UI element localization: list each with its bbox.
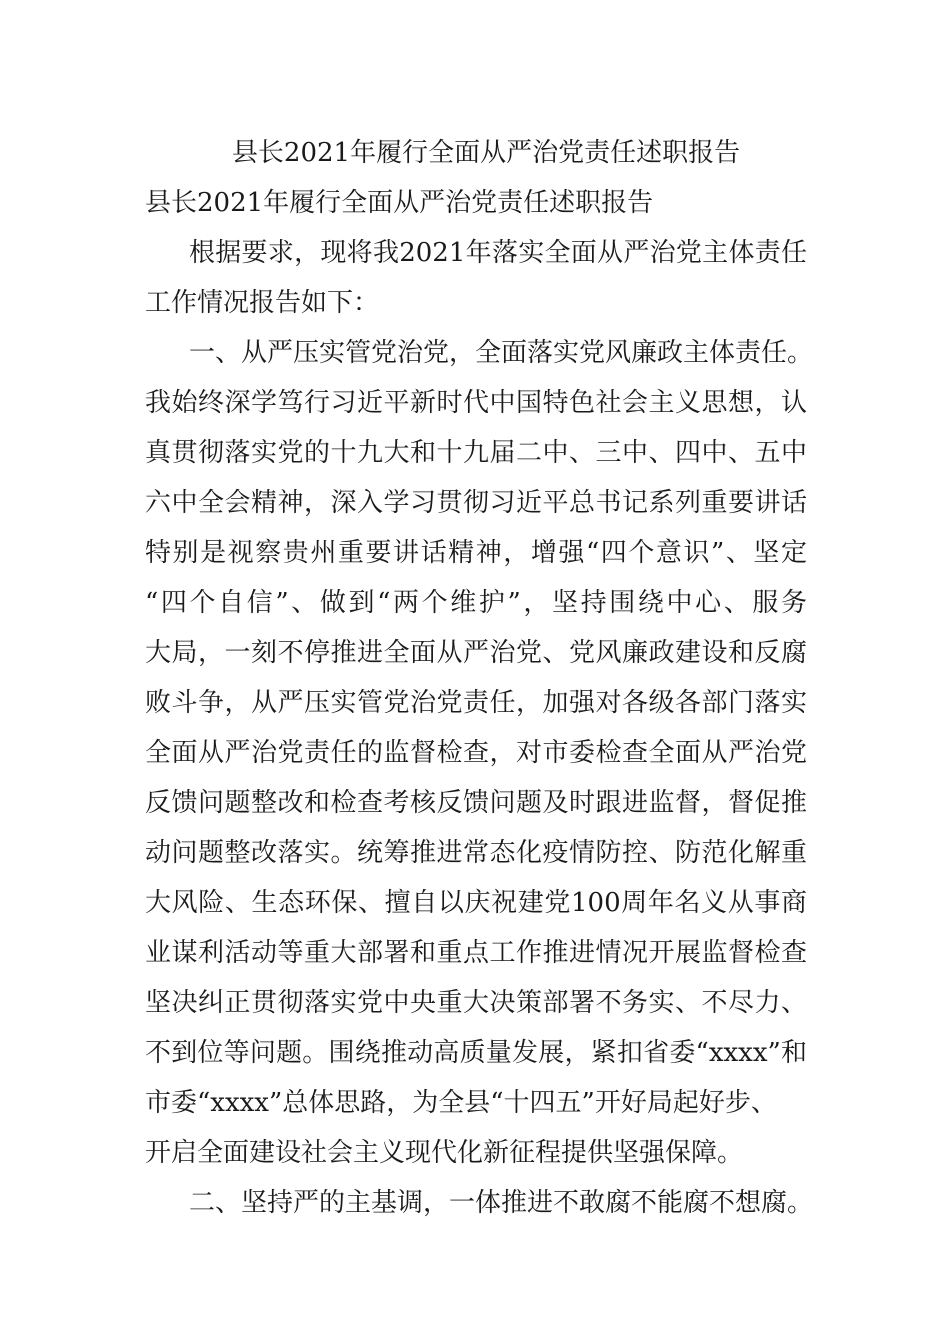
section-heading-1: 一、从严压实管党治党，全面落实党风廉政主体责任。 xyxy=(189,338,814,368)
paragraph-line: 六中全会精神，深入学习贯彻习近平总书记系列重要讲话 xyxy=(145,488,807,518)
section-heading-2: 二、坚持严的主基调，一体推进不敢腐不能腐不想腐。 xyxy=(189,1188,814,1218)
paragraph-line: 开启全面建设社会主义现代化新征程提供坚强保障。 xyxy=(145,1138,744,1168)
paragraph-line: 真贯彻落实党的十九大和十九届二中、三中、四中、五中 xyxy=(145,438,807,468)
paragraph-line: 大风险、生态环保、擅自以庆祝建党100周年名义从事商 xyxy=(145,888,807,918)
paragraph-line: 工作情况报告如下： xyxy=(145,288,380,318)
paragraph-line: 市委“xxxx”总体思路，为全县“十四五”开好局起好步、 xyxy=(145,1088,777,1118)
paragraph-line: 不到位等问题。围绕推动高质量发展，紧扣省委“xxxx”和 xyxy=(145,1038,807,1068)
document-title: 县长2021年履行全面从严治党责任述职报告 xyxy=(231,138,741,168)
paragraph-line: 根据要求，现将我2021年落实全面从严治党主体责任 xyxy=(189,238,807,268)
paragraph-line: “四个自信”、做到“两个维护”，坚持围绕中心、服务 xyxy=(145,588,807,618)
paragraph-line: 业谋利活动等重大部署和重点工作推进情况开展监督检查 xyxy=(145,938,807,968)
document-page xyxy=(145,128,814,1228)
paragraph-line: 我始终深学笃行习近平新时代中国特色社会主义思想，认 xyxy=(145,388,807,418)
paragraph-line: 反馈问题整改和检查考核反馈问题及时跟进监督，督促推 xyxy=(145,788,807,818)
paragraph-line: 败斗争，从严压实管党治党责任，加强对各级各部门落实 xyxy=(145,688,807,718)
paragraph-line: 动问题整改落实。统筹推进常态化疫情防控、防范化解重 xyxy=(145,838,807,868)
paragraph-line: 大局，一刻不停推进全面从严治党、党风廉政建设和反腐 xyxy=(145,638,807,668)
paragraph-line: 特别是视察贵州重要讲话精神，增强“四个意识”、坚定 xyxy=(145,538,807,568)
paragraph-line: 坚决纠正贯彻落实党中央重大决策部署不务实、不尽力、 xyxy=(145,988,807,1018)
paragraph-line: 全面从严治党责任的监督检查，对市委检查全面从严治党 xyxy=(145,738,807,768)
document-subtitle: 县长2021年履行全面从严治党责任述职报告 xyxy=(145,188,654,218)
